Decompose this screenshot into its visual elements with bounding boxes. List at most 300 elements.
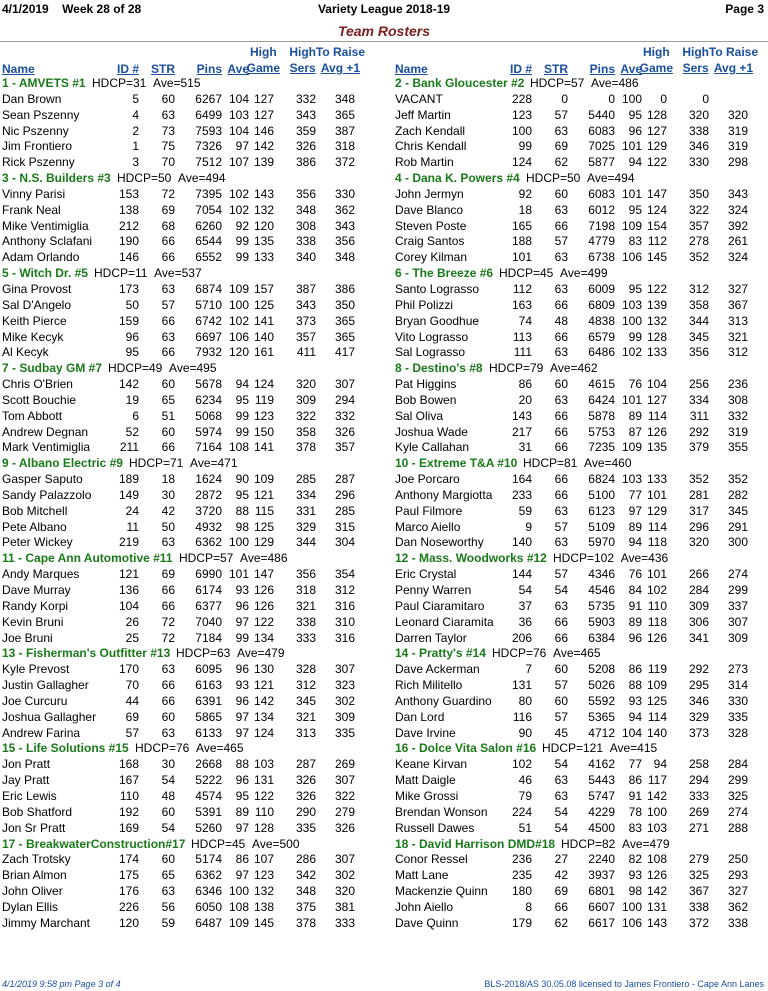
column-header-to-raise-line1: To Raise [708,45,758,59]
player-ave: 96 [235,773,249,788]
team-handicap-average [92,76,201,92]
page-header [0,2,768,16]
player-to-raise: 293 [727,868,748,883]
player-ave: 97 [235,139,249,154]
player-row [393,155,768,171]
team-hdcp: HDCP=57 [530,76,585,90]
team-ave: Ave=479 [622,836,670,851]
player-name: Zach Trotsky [2,852,71,867]
player-id: 212 [118,218,139,233]
player-high-sers: 278 [688,234,709,249]
column-header-high-game [640,44,673,76]
team-header [0,361,383,377]
player-high-sers: 326 [295,788,316,803]
player-row [393,250,768,266]
player-row [0,631,383,647]
player-row [393,504,768,520]
player-high-sers: 325 [688,868,709,883]
player-high-sers: 292 [688,424,709,439]
player-to-raise: 307 [334,377,355,392]
player-row [393,884,768,900]
player-to-raise: 291 [727,519,748,534]
player-id: 217 [511,424,532,439]
player-to-raise: 326 [334,424,355,439]
player-to-raise: 335 [334,725,355,740]
player-to-raise: 417 [334,345,355,360]
player-str: 60 [161,377,175,392]
player-row [393,187,768,203]
player-high-sers: 345 [295,693,316,708]
player-pins: 7054 [195,202,222,217]
player-str: 69 [554,884,568,899]
player-to-raise: 288 [727,820,748,835]
player-row [393,203,768,219]
player-str: 57 [554,678,568,693]
player-pins: 4712 [588,725,615,740]
player-row [0,377,383,393]
player-str: 63 [554,392,568,407]
player-to-raise: 287 [334,472,355,487]
player-ave: 76 [628,377,642,392]
team-ave: Ave=415 [609,741,658,756]
player-high-sers: 372 [688,915,709,930]
player-row [0,155,383,171]
player-name: Justin Gallagher [2,678,89,693]
player-to-raise: 333 [334,915,355,930]
player-to-raise: 319 [727,424,748,439]
player-to-raise: 320 [727,107,748,122]
player-ave: 93 [235,583,249,597]
player-pins: 4162 [588,757,615,772]
player-name: Andrew Degnan [2,424,89,439]
player-row [393,409,768,425]
player-pins: 2872 [195,487,222,502]
team-handicap-average [129,456,238,472]
player-row [0,92,383,108]
team-ave: Ave=500 [252,836,300,851]
player-high-game: 124 [253,377,274,392]
team-handicap-average [523,456,632,472]
player-id: 138 [118,202,139,217]
player-str: 66 [161,583,175,597]
player-high-sers: 341 [688,630,709,645]
player-pins: 5100 [588,487,615,502]
column-header-name: Name [395,62,428,76]
player-str: 57 [554,519,568,534]
player-name: Tom Abbott [2,408,63,423]
team-ave: Ave=494 [587,171,635,186]
player-name: Paul Filmore [395,503,463,518]
player-high-sers: 343 [295,297,316,312]
player-id: 11 [126,519,139,534]
player-name: Brendan Wonson [395,804,488,819]
player-to-raise: 302 [334,693,355,708]
player-pins: 7326 [195,139,222,154]
player-str: 57 [554,234,568,249]
player-high-game: 139 [646,297,667,312]
player-ave: 78 [628,804,642,819]
player-ave: 83 [628,234,642,249]
player-pins: 5865 [195,709,222,724]
player-ave: 77 [628,757,642,772]
player-to-raise: 387 [334,123,355,138]
player-high-game: 135 [646,440,667,455]
column-header-pins: Pins [196,62,222,76]
player-ave: 95 [628,202,642,217]
player-row [393,900,768,916]
player-high-sers: 330 [688,155,709,170]
player-str: 66 [554,440,568,455]
player-id: 110 [119,788,139,803]
player-high-game: 94 [653,757,667,772]
player-row [393,124,768,140]
player-str: 57 [554,567,568,582]
player-to-raise: 348 [334,250,355,265]
player-id: 74 [518,313,532,328]
player-row [393,678,768,694]
player-ave: 82 [628,852,642,867]
player-row [0,726,383,742]
player-high-game: 122 [646,155,667,170]
player-ave: 97 [235,614,249,629]
player-row [0,757,383,773]
player-pins: 4229 [588,804,615,819]
player-row [0,567,383,583]
player-id: 57 [125,725,139,740]
team-header [393,456,768,472]
player-high-sers: 266 [688,567,709,582]
player-name: Mike Ventimiglia [2,218,89,233]
player-id: 2 [132,123,139,138]
player-id: 228 [511,91,532,106]
team-hdcp: HDCP=57 [179,551,234,566]
player-to-raise: 314 [727,678,748,693]
team-name: 3 - N.S. Builders #3 [2,171,111,186]
player-ave: 103 [621,472,642,487]
player-id: 173 [118,281,139,296]
player-id: 159 [118,313,139,328]
player-high-game: 147 [253,567,274,582]
player-to-raise: 324 [727,202,748,217]
team-hdcp: HDCP=50 [526,171,581,186]
player-pins: 1624 [195,472,222,487]
player-pins: 5026 [588,678,615,693]
player-row [0,773,383,789]
player-str: 60 [161,709,175,724]
player-to-raise: 273 [727,662,748,677]
player-name: Pete Albano [2,519,67,534]
player-name: Keith Pierce [2,313,67,328]
player-name: Paul Ciaramitaro [395,598,485,613]
player-name: Dave Murray [2,583,71,597]
player-str: 69 [161,202,175,217]
player-row [393,488,768,504]
player-row [0,330,383,346]
team-handicap-average [117,171,226,187]
player-id: 7 [525,662,532,677]
player-high-sers: 321 [295,598,316,613]
player-high-sers: 294 [688,773,709,788]
player-str: 63 [554,598,568,613]
player-pins: 5878 [588,408,615,423]
player-str: 72 [161,186,175,201]
player-high-game: 142 [253,693,274,708]
player-high-game: 142 [646,788,667,803]
player-row [393,330,768,346]
player-high-sers: 318 [295,583,316,597]
player-ave: 89 [628,408,642,423]
player-high-game: 145 [253,915,274,930]
player-high-sers: 338 [688,899,709,914]
player-ave: 104 [228,91,249,106]
player-high-sers: 312 [295,678,316,693]
player-ave: 96 [235,662,249,677]
player-ave: 101 [621,186,642,201]
player-str: 66 [554,329,568,344]
player-high-game: 115 [254,503,274,518]
column-header-id: ID # [116,62,139,76]
team-name: 1 - AMVETS #1 [2,76,86,90]
team-hdcp: HDCP=11 [94,266,148,281]
player-str: 63 [161,725,175,740]
player-str: 63 [161,535,175,550]
player-to-raise: 299 [727,773,748,788]
column-header-to-raise [709,44,758,76]
team-header [393,741,768,757]
player-str: 62 [554,155,568,170]
player-pins: 5068 [195,408,222,423]
player-id: 124 [511,155,532,170]
player-to-raise: 338 [727,915,748,930]
player-to-raise: 355 [727,440,748,455]
player-high-sers: 358 [295,424,316,439]
player-id: 70 [125,678,139,693]
player-high-game: 100 [646,804,667,819]
player-high-game: 114 [647,709,667,724]
player-str: 63 [161,107,175,122]
player-id: 9 [525,519,532,534]
player-high-game: 120 [253,218,274,233]
player-str: 65 [161,868,175,883]
player-str: 27 [554,852,568,867]
player-to-raise: 316 [334,598,355,613]
player-str: 63 [554,202,568,217]
player-id: 4 [132,107,139,122]
player-id: 167 [118,773,139,788]
player-pins: 6346 [195,884,222,899]
player-high-game: 133 [646,472,667,487]
player-to-raise: 319 [727,123,748,138]
team-header [0,266,383,282]
player-pins: 5443 [588,773,615,788]
player-to-raise: 386 [334,281,355,296]
player-pins: 6824 [588,472,615,487]
player-ave: 88 [628,678,642,693]
player-to-raise: 352 [727,472,748,487]
player-str: 66 [554,630,568,645]
team-hdcp: HDCP=49 [108,361,163,376]
player-pins: 5710 [195,297,222,312]
player-name: Andy Marques [2,567,80,582]
player-to-raise: 343 [727,186,748,201]
player-high-game: 118 [647,614,667,629]
player-high-game: 127 [646,123,667,138]
player-row [0,583,383,599]
player-to-raise: 320 [334,884,355,899]
player-name: Rich Militello [395,678,463,693]
player-high-game: 126 [253,598,274,613]
team-ave: Ave=494 [178,171,226,186]
player-ave: 77 [628,487,642,502]
player-id: 188 [511,234,532,249]
column-header-str: STR [544,62,568,76]
player-str: 54 [554,757,568,772]
player-name: Al Kecyk [2,345,49,360]
player-name: Jon Pratt [2,757,51,772]
player-str: 60 [554,377,568,392]
player-name: Mike Kecyk [2,329,64,344]
player-high-game: 117 [647,773,667,788]
player-str: 57 [161,297,175,312]
player-name: Jimmy Marchant [2,915,91,930]
player-pins: 3720 [195,503,222,518]
player-pins: 6809 [588,297,615,312]
player-id: 44 [125,693,139,708]
player-to-raise: 327 [727,884,748,899]
team-name: 8 - Destino's #8 [395,361,483,376]
player-pins: 3937 [588,868,615,883]
footer-license: BLS-2018/AS 30.05.08 licensed to James Frontiero - Cape Ann Lanes [484,979,764,989]
player-high-sers: 309 [688,598,709,613]
player-high-sers: 378 [295,915,316,930]
player-high-game: 124 [646,202,667,217]
player-id: 144 [511,567,532,582]
player-id: 189 [118,472,139,487]
player-pins: 6083 [588,123,615,138]
player-name: Conor Ressel [395,852,468,867]
team-header [0,837,383,853]
player-pins: 2240 [588,852,615,867]
player-ave: 102 [228,202,249,217]
player-row [0,916,383,932]
player-id: 164 [511,472,532,487]
player-row [0,900,383,916]
player-to-raise: 307 [727,614,748,629]
player-id: 36 [518,614,532,629]
player-str: 57 [554,107,568,122]
player-pins: 6742 [195,313,222,328]
team-hdcp: HDCP=79 [489,361,544,376]
player-name: Dan Lord [395,709,445,724]
player-high-sers: 333 [688,788,709,803]
player-high-game: 126 [253,583,274,597]
player-pins: 5222 [195,773,222,788]
player-high-sers: 309 [295,392,316,407]
player-high-game: 150 [253,424,274,439]
player-id: 180 [511,884,532,899]
player-ave: 96 [628,630,642,645]
player-high-game: 108 [646,852,667,867]
player-row [393,615,768,631]
player-str: 60 [554,662,568,677]
player-name: John Jermyn [395,186,464,201]
player-to-raise: 357 [334,440,355,455]
player-str: 63 [554,123,568,138]
player-name: Gina Provost [2,281,72,296]
team-header [393,361,768,377]
player-id: 226 [118,899,139,914]
team-hdcp: HDCP=50 [117,171,172,186]
player-row [0,425,383,441]
player-high-game: 147 [646,186,667,201]
player-row [393,535,768,551]
player-ave: 91 [628,788,642,803]
player-pins: 5903 [588,614,615,629]
player-id: 31 [518,440,532,455]
player-ave: 84 [628,583,642,597]
player-to-raise: 392 [727,218,748,233]
player-to-raise: 330 [334,186,355,201]
player-str: 56 [161,899,175,914]
player-name: Eric Lewis [2,788,57,803]
player-name: Dave Quinn [395,915,459,930]
player-id: 169 [118,820,139,835]
player-ave: 106 [621,250,642,265]
player-ave: 100 [621,313,642,328]
player-high-game: 146 [253,123,274,138]
player-to-raise: 299 [727,583,748,597]
player-id: 116 [512,709,532,724]
player-ave: 120 [228,345,249,360]
player-ave: 100 [228,535,249,550]
player-high-game: 125 [253,519,274,534]
player-row [0,250,383,266]
header-date: 4/1/2019 Week 28 of 28 [2,2,142,16]
player-high-sers: 326 [295,139,316,154]
player-high-sers: 346 [688,693,709,708]
player-row [393,298,768,314]
player-high-game: 133 [646,345,667,360]
player-high-game: 121 [253,487,274,502]
player-high-game: 129 [646,503,667,518]
player-ave: 109 [621,218,642,233]
player-str: 66 [161,313,175,328]
player-high-game: 121 [253,678,274,693]
team-header [393,551,768,567]
player-high-game: 109 [646,678,667,693]
player-name: Scott Bouchie [2,392,77,407]
player-high-sers: 357 [688,218,709,233]
player-ave: 97 [235,709,249,724]
player-to-raise: 324 [727,250,748,265]
player-high-sers: 296 [688,519,709,534]
player-row [0,203,383,219]
player-ave: 95 [628,281,642,296]
column-header-high-sers-line1: High [682,45,709,59]
player-to-raise: 300 [727,535,748,550]
player-name: Pat Higgins [395,377,457,392]
player-str: 66 [554,899,568,914]
player-id: 90 [518,725,532,740]
player-name: Sandy Palazzolo [2,487,92,502]
player-name: Bryan Goodhue [395,313,480,328]
player-ave: 86 [628,773,642,788]
player-high-game: 102 [646,583,667,597]
team-ave: Ave=537 [154,266,202,281]
player-str: 48 [161,788,175,803]
player-high-sers: 375 [295,899,316,914]
player-ave: 99 [628,329,642,344]
